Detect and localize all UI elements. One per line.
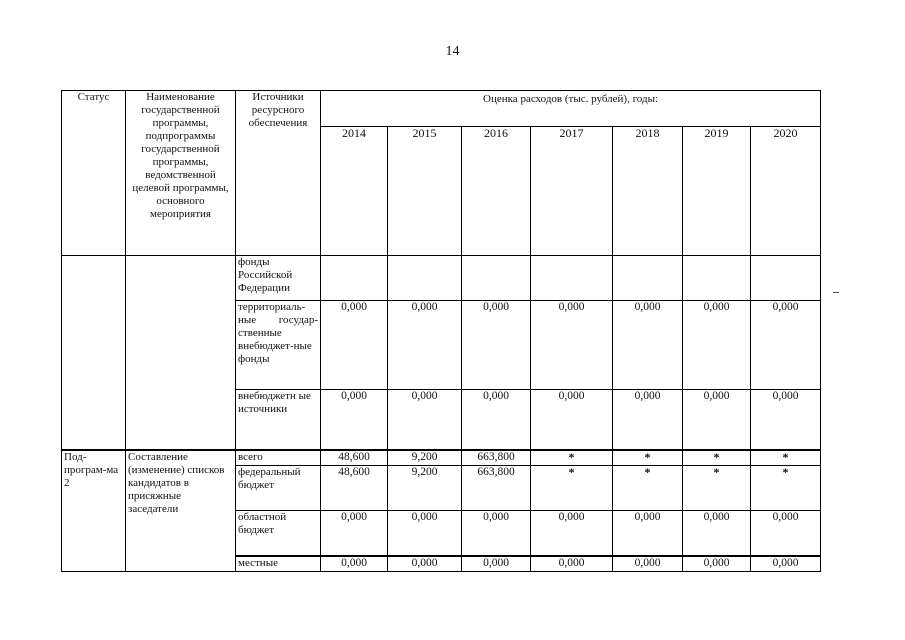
value-cell: *: [613, 466, 683, 511]
table-row: [62, 256, 821, 301]
source-cell: внебюджетн ые источники: [236, 390, 321, 450]
value-cell: 0,000: [531, 511, 613, 556]
margin-mark: [833, 292, 839, 293]
value-cell: 0,000: [751, 511, 821, 556]
source-cell: всего: [236, 450, 321, 466]
value-cell: 0,000: [531, 556, 613, 572]
year-2014: 2014: [321, 127, 388, 256]
header-name: Наименование государственной программы, подпрограммы государственной программы, ведомственной целевой программы, основного мероприятия: [126, 91, 236, 256]
year-2017: 2017: [531, 127, 613, 256]
value-cell: 0,000: [751, 556, 821, 572]
header-sources: Источники ресурсного обеспечения: [236, 91, 321, 256]
value-cell: 0,000: [388, 301, 462, 390]
value-cell: [321, 256, 388, 301]
value-cell: 0,000: [531, 301, 613, 390]
value-cell: 0,000: [321, 301, 388, 390]
source-cell: федеральный бюджет: [236, 466, 321, 511]
source-cell: местные: [236, 556, 321, 572]
source-cell: областной бюджет: [236, 511, 321, 556]
value-cell: 0,000: [683, 511, 751, 556]
year-2018: 2018: [613, 127, 683, 256]
value-cell: *: [751, 450, 821, 466]
value-cell: 48,600: [321, 466, 388, 511]
value-cell: 0,000: [321, 556, 388, 572]
value-cell: 663,800: [462, 450, 531, 466]
table-body: [62, 256, 821, 572]
name-cell-empty: [126, 256, 236, 450]
value-cell: 9,200: [388, 450, 462, 466]
value-cell: 0,000: [321, 511, 388, 556]
value-cell: *: [683, 466, 751, 511]
value-cell: [462, 256, 531, 301]
value-cell: 0,000: [462, 390, 531, 450]
header-estimate: Оценка расходов (тыс. рублей), годы:: [321, 91, 821, 127]
value-cell: 663,800: [462, 466, 531, 511]
header-status: Статус: [62, 91, 126, 256]
status-cell-empty: [62, 256, 126, 450]
budget-table: [61, 90, 821, 572]
value-cell: 9,200: [388, 466, 462, 511]
value-cell: [751, 256, 821, 301]
value-cell: 0,000: [462, 511, 531, 556]
value-cell: [531, 256, 613, 301]
value-cell: 0,000: [613, 390, 683, 450]
value-cell: 0,000: [613, 301, 683, 390]
value-cell: [683, 256, 751, 301]
value-cell: 0,000: [388, 556, 462, 572]
table-header: [62, 91, 821, 256]
value-cell: [613, 256, 683, 301]
value-cell: 0,000: [388, 511, 462, 556]
value-cell: 0,000: [613, 511, 683, 556]
value-cell: *: [613, 450, 683, 466]
year-2019: 2019: [683, 127, 751, 256]
value-cell: *: [751, 466, 821, 511]
page-number: 14: [445, 44, 460, 59]
subprogram-status: Под-програм-ма 2: [62, 450, 126, 572]
value-cell: 0,000: [321, 390, 388, 450]
year-2015: 2015: [388, 127, 462, 256]
source-cell: фонды Российской Федерации: [236, 256, 321, 301]
value-cell: *: [683, 450, 751, 466]
value-cell: 0,000: [751, 301, 821, 390]
value-cell: 48,600: [321, 450, 388, 466]
value-cell: 0,000: [388, 390, 462, 450]
value-cell: *: [531, 450, 613, 466]
value-cell: 0,000: [683, 301, 751, 390]
source-cell: территориаль-ные государ-ственные внебюджет-ные фонды: [236, 301, 321, 390]
year-2020: 2020: [751, 127, 821, 256]
year-2016: 2016: [462, 127, 531, 256]
value-cell: *: [531, 466, 613, 511]
value-cell: 0,000: [683, 556, 751, 572]
value-cell: 0,000: [613, 556, 683, 572]
value-cell: 0,000: [751, 390, 821, 450]
value-cell: 0,000: [462, 556, 531, 572]
value-cell: 0,000: [462, 301, 531, 390]
value-cell: 0,000: [683, 390, 751, 450]
table-row: [62, 450, 821, 466]
value-cell: 0,000: [531, 390, 613, 450]
subprogram-name: Составление (изменение) списков кандидатов в присяжные заседатели: [126, 450, 236, 572]
value-cell: [388, 256, 462, 301]
